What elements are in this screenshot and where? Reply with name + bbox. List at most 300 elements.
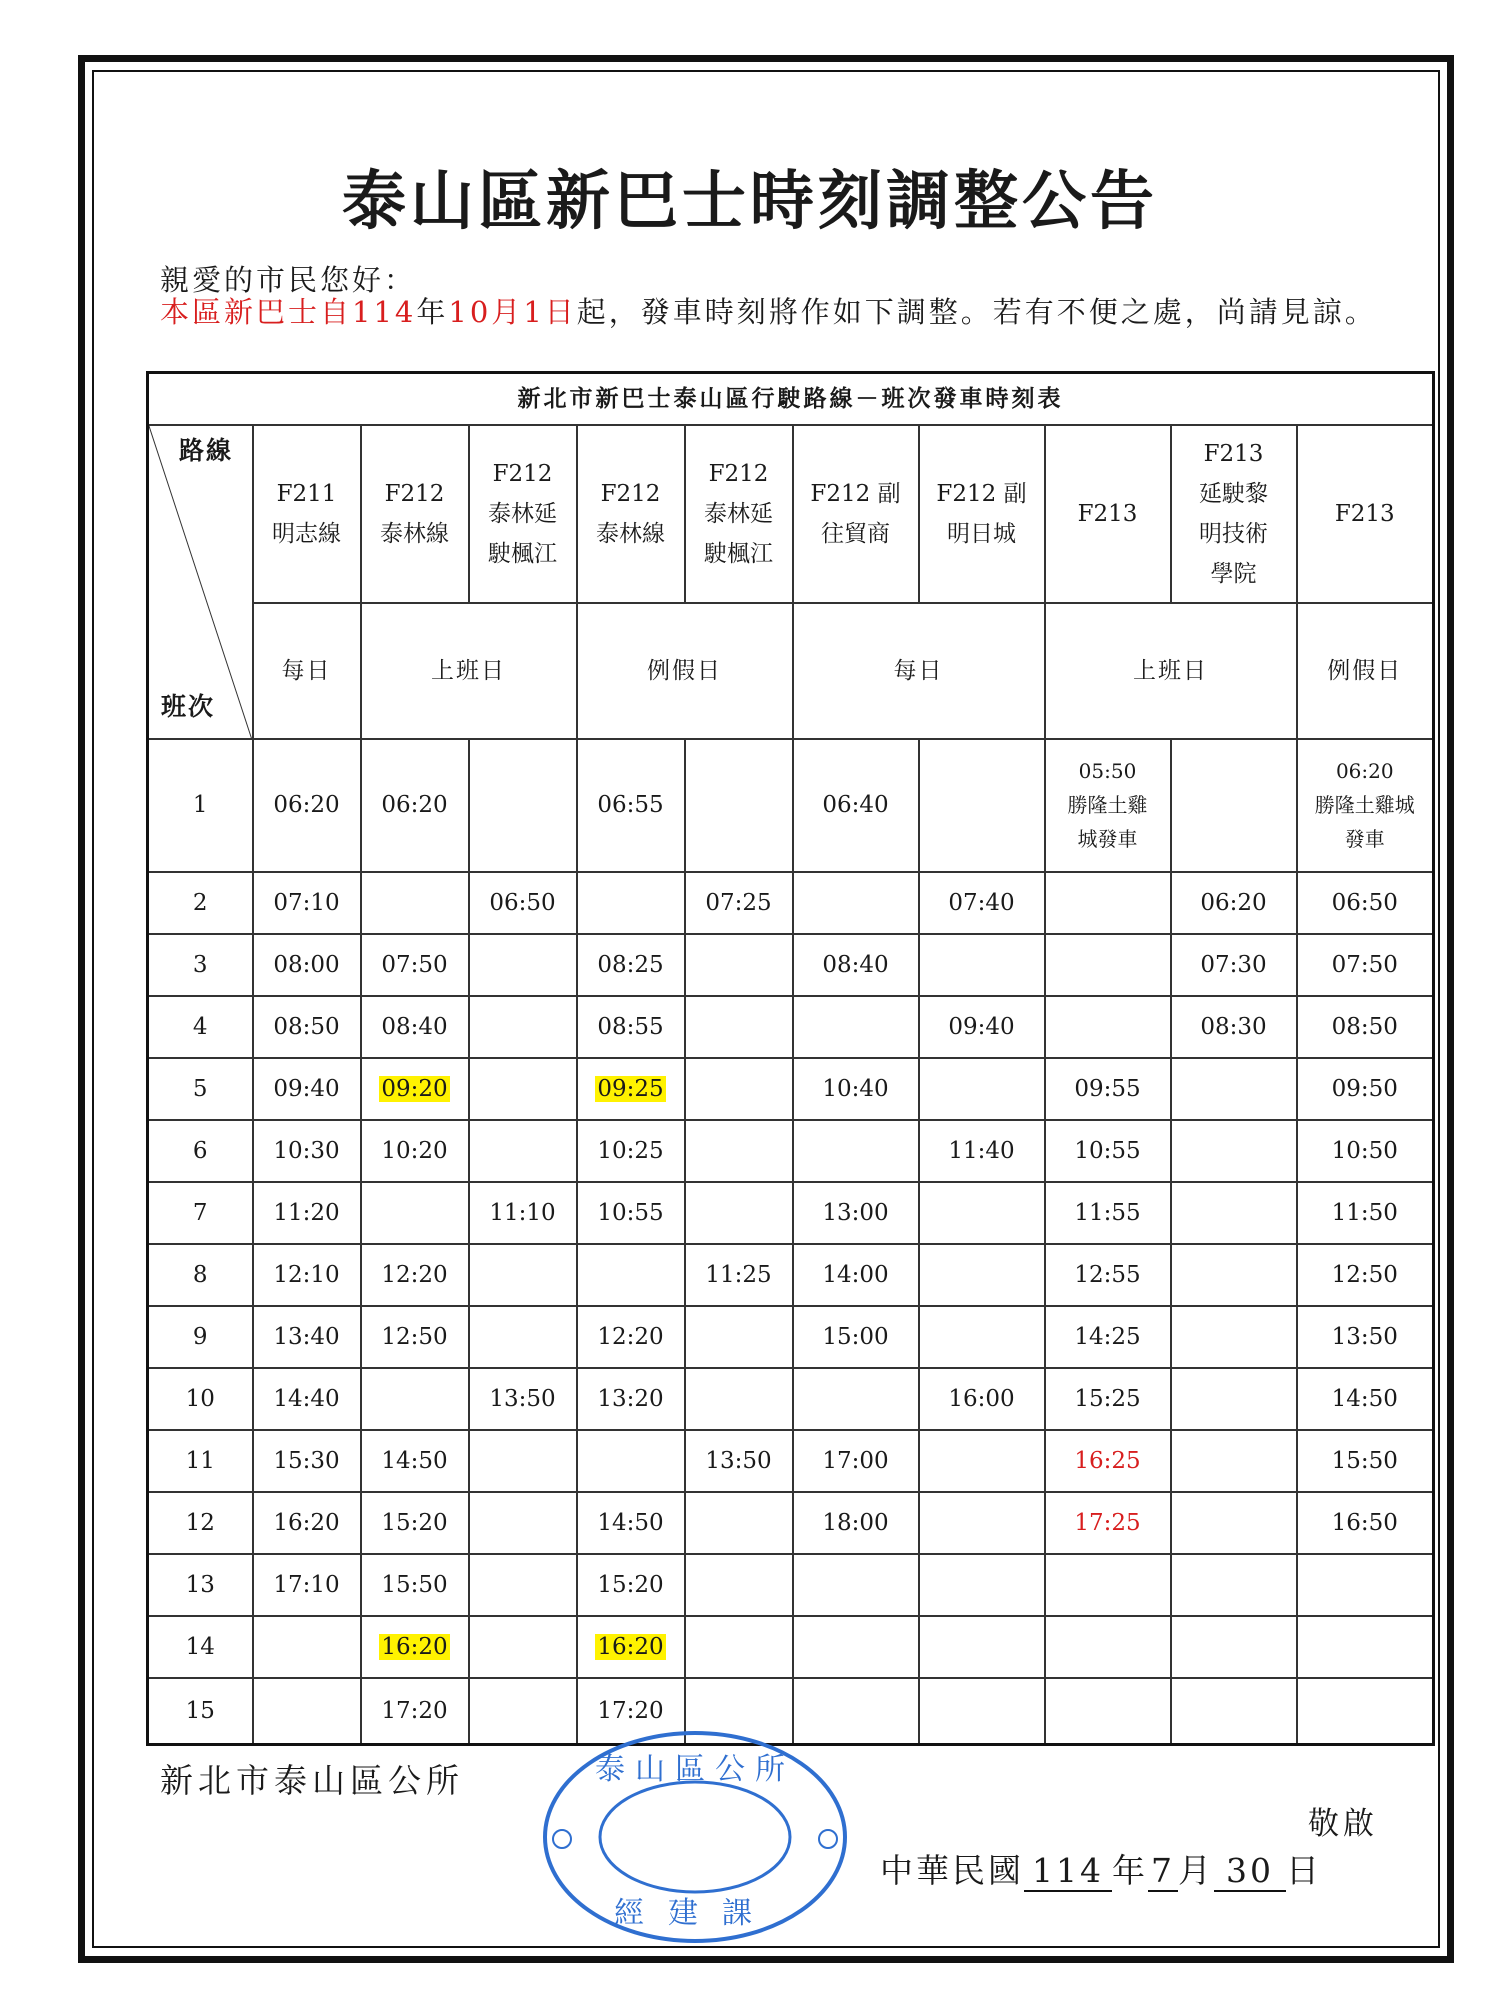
table-row [148, 1492, 1434, 1554]
departure-time-cell [793, 996, 919, 1058]
notice-part2: 起，發車時刻將作如下調整。若有不便之處，尚請見諒。 [576, 295, 1377, 329]
departure-time: 06:50 [1331, 889, 1398, 916]
route-code: F212 [708, 461, 769, 488]
departure-time-cell [1045, 739, 1171, 871]
departure-time-cell [1171, 1430, 1297, 1492]
table-row [148, 1182, 1434, 1244]
departure-time: 12:20 [381, 1261, 448, 1288]
departure-time: 16:00 [948, 1386, 1015, 1413]
departure-time: 10:55 [597, 1199, 664, 1226]
departure-time-cell [919, 1244, 1045, 1306]
departure-time: 07:50 [1331, 951, 1398, 978]
departure-time-cell [469, 739, 577, 871]
departure-time-cell [361, 1554, 469, 1616]
departure-time-cell [919, 934, 1045, 996]
route-code: F211 [276, 481, 337, 508]
departure-time-cell [577, 1306, 685, 1368]
departure-time-cell [577, 1244, 685, 1306]
departure-time: 17:20 [381, 1698, 448, 1725]
route-header-9 [1297, 425, 1434, 603]
departure-time-cell [253, 1244, 361, 1306]
departure-time-cell [685, 1368, 793, 1430]
departure-time-cell [577, 1368, 685, 1430]
table-row [148, 739, 1434, 871]
departure-time-cell [1297, 1120, 1434, 1182]
day-type-5: 例假日 [1297, 603, 1434, 739]
departure-time: 11:40 [948, 1137, 1015, 1164]
official-seal [540, 1727, 850, 1947]
departure-time: 07:30 [1200, 951, 1267, 978]
departure-time-cell [253, 1182, 361, 1244]
departure-time: 12:50 [1331, 1261, 1398, 1288]
issuing-office: 新北市泰山區公所 [160, 1761, 464, 1800]
day-type-3: 每日 [793, 603, 1045, 739]
seal-top-text: 泰山區公所 [595, 1752, 795, 1787]
departure-time-cell [793, 934, 919, 996]
notice-year-unit: 年 [416, 295, 449, 329]
departure-time: 08:50 [273, 1013, 340, 1040]
departure-time: 05:50 勝隆土雞 城發車 [1067, 759, 1148, 852]
seal-bottom-text: 經建課 [614, 1896, 776, 1931]
departure-time: 16:20 [381, 1634, 448, 1661]
schedule-table [146, 371, 1435, 1746]
trip-number: 8 [148, 1244, 253, 1306]
departure-time-cell [469, 1554, 577, 1616]
departure-time-cell [253, 1554, 361, 1616]
issue-date [880, 1845, 1322, 1892]
departure-time-cell [1045, 1554, 1171, 1616]
departure-time-cell [793, 739, 919, 871]
departure-time-cell [1045, 1058, 1171, 1120]
table-row [148, 996, 1434, 1058]
departure-time: 14:40 [273, 1386, 340, 1413]
departure-time: 17:25 [1074, 1510, 1141, 1537]
departure-time: 09:40 [948, 1013, 1015, 1040]
day-type-2: 例假日 [577, 603, 793, 739]
departure-time: 14:00 [822, 1261, 889, 1288]
departure-time: 06:20 [273, 792, 340, 819]
departure-time-cell [1045, 1120, 1171, 1182]
departure-time-cell [361, 1058, 469, 1120]
date-month: 7 [1148, 1851, 1178, 1892]
route-header-2 [469, 425, 577, 603]
departure-time: 08:40 [381, 1013, 448, 1040]
departure-time: 07:50 [381, 951, 448, 978]
departure-time: 07:10 [273, 889, 340, 916]
departure-time-cell [577, 1430, 685, 1492]
table-row [148, 872, 1434, 934]
departure-time-cell [577, 1554, 685, 1616]
departure-time-cell [793, 1306, 919, 1368]
departure-time-cell [1171, 1306, 1297, 1368]
departure-time-cell [793, 1120, 919, 1182]
departure-time-cell [685, 1182, 793, 1244]
departure-time-cell [919, 1182, 1045, 1244]
trip-number: 1 [148, 739, 253, 871]
greeting: 親愛的市民您好： [160, 263, 417, 297]
departure-time-cell [685, 934, 793, 996]
route-code: F213 [1077, 501, 1138, 528]
departure-time-cell [253, 1616, 361, 1678]
departure-time: 15:30 [273, 1448, 340, 1475]
departure-time: 11:20 [273, 1199, 340, 1226]
route-header-3 [577, 425, 685, 603]
departure-time: 10:20 [381, 1137, 448, 1164]
departure-time-cell [469, 934, 577, 996]
departure-time-cell [361, 1120, 469, 1182]
departure-time-cell [469, 1058, 577, 1120]
departure-time-cell [1045, 934, 1171, 996]
trip-number: 6 [148, 1120, 253, 1182]
departure-time: 13:50 [489, 1386, 556, 1413]
departure-time: 17:20 [597, 1698, 664, 1725]
departure-time: 10:25 [597, 1137, 664, 1164]
departure-time: 06:20 勝隆土雞城 發車 [1314, 759, 1415, 852]
departure-time: 13:50 [1331, 1323, 1398, 1350]
departure-time: 12:10 [273, 1261, 340, 1288]
day-type-1: 上班日 [361, 603, 577, 739]
departure-time-cell [685, 739, 793, 871]
departure-time-cell [1297, 1678, 1434, 1744]
table-row [148, 1306, 1434, 1368]
notice-day-unit: 日 [544, 295, 577, 329]
departure-time-cell [1171, 1058, 1297, 1120]
departure-time-cell [793, 1368, 919, 1430]
departure-time-cell [469, 1616, 577, 1678]
departure-time: 10:50 [1331, 1137, 1398, 1164]
departure-time: 06:55 [597, 792, 664, 819]
departure-time-cell [469, 872, 577, 934]
departure-time: 15:50 [1331, 1448, 1398, 1475]
departure-time-cell [1297, 1616, 1434, 1678]
departure-time-cell [1171, 1616, 1297, 1678]
departure-time-cell [1045, 1244, 1171, 1306]
departure-time: 06:20 [1200, 889, 1267, 916]
trip-number: 9 [148, 1306, 253, 1368]
departure-time-cell [919, 1554, 1045, 1616]
departure-time-cell [1171, 1678, 1297, 1744]
departure-time-cell [919, 1368, 1045, 1430]
departure-time-cell [361, 1430, 469, 1492]
route-header-7 [1045, 425, 1171, 603]
trip-number: 14 [148, 1616, 253, 1678]
departure-time-cell [685, 1306, 793, 1368]
departure-time-cell [1297, 1244, 1434, 1306]
departure-time-cell [577, 996, 685, 1058]
departure-time-cell [1171, 934, 1297, 996]
route-code: F213 [1203, 441, 1264, 468]
route-name: 泰林線 [596, 521, 665, 548]
corner-label-route: 路線 [179, 436, 234, 466]
departure-time: 09:50 [1331, 1075, 1398, 1102]
departure-time-cell [361, 996, 469, 1058]
departure-time: 09:40 [273, 1075, 340, 1102]
route-header-4 [685, 425, 793, 603]
route-code: F212 副 [936, 481, 1027, 508]
departure-time: 07:25 [705, 889, 772, 916]
departure-time-cell [469, 1492, 577, 1554]
departure-time-cell [1045, 1492, 1171, 1554]
departure-time: 11:25 [705, 1261, 772, 1288]
departure-time-cell [469, 1368, 577, 1430]
departure-time: 16:25 [1074, 1448, 1141, 1475]
departure-time-cell [1297, 1058, 1434, 1120]
departure-time: 15:50 [381, 1572, 448, 1599]
corner-label-trip: 班次 [161, 692, 216, 722]
closing-text: 敬啟 [1308, 1806, 1378, 1842]
departure-time: 16:20 [273, 1510, 340, 1537]
corner-cell [148, 425, 253, 739]
departure-time-cell [1297, 1430, 1434, 1492]
departure-time-cell [919, 996, 1045, 1058]
date-year: 114 [1024, 1851, 1112, 1892]
departure-time: 14:25 [1074, 1323, 1141, 1350]
notice-part1: 本區新巴士自 [160, 295, 353, 329]
table-row [148, 1120, 1434, 1182]
departure-time-cell [469, 1244, 577, 1306]
departure-time: 08:40 [822, 951, 889, 978]
departure-time: 08:25 [597, 951, 664, 978]
route-name: 明日城 [947, 521, 1016, 548]
departure-time-cell [919, 1058, 1045, 1120]
route-code: F212 [492, 461, 553, 488]
departure-time-cell [919, 1306, 1045, 1368]
departure-time: 08:30 [1200, 1013, 1267, 1040]
departure-time-cell [685, 996, 793, 1058]
departure-time: 12:55 [1074, 1261, 1141, 1288]
departure-time-cell [1297, 934, 1434, 996]
departure-time-cell [793, 1616, 919, 1678]
departure-time: 11:50 [1331, 1199, 1398, 1226]
departure-time-cell [793, 872, 919, 934]
departure-time-cell [1045, 996, 1171, 1058]
departure-time-cell [793, 1554, 919, 1616]
departure-time-cell [253, 1678, 361, 1744]
trip-number: 13 [148, 1554, 253, 1616]
departure-time-cell [685, 1430, 793, 1492]
departure-time-cell [1171, 1244, 1297, 1306]
departure-time: 15:20 [381, 1510, 448, 1537]
departure-time: 06:20 [381, 792, 448, 819]
departure-time-cell [793, 1182, 919, 1244]
trip-number: 7 [148, 1182, 253, 1244]
departure-time-cell [253, 872, 361, 934]
departure-time-cell [1297, 1306, 1434, 1368]
departure-time-cell [1045, 1616, 1171, 1678]
departure-time: 10:55 [1074, 1137, 1141, 1164]
departure-time-cell [361, 872, 469, 934]
notice-day: 1 [523, 295, 545, 329]
departure-time-cell [361, 739, 469, 871]
route-header-5 [793, 425, 919, 603]
departure-time-cell [253, 1492, 361, 1554]
route-header-6 [919, 425, 1045, 603]
departure-time-cell [1297, 1554, 1434, 1616]
departure-time-cell [685, 1554, 793, 1616]
page-title: 泰山區新巴士時刻調整公告 [342, 165, 1158, 239]
departure-time: 08:00 [273, 951, 340, 978]
table-row [148, 1244, 1434, 1306]
departure-time-cell [253, 1306, 361, 1368]
departure-time-cell [253, 1120, 361, 1182]
table-row [148, 934, 1434, 996]
departure-time: 15:00 [822, 1323, 889, 1350]
departure-time: 08:50 [1331, 1013, 1398, 1040]
departure-time-cell [1045, 1678, 1171, 1744]
table-row [148, 1058, 1434, 1120]
departure-time-cell [1297, 996, 1434, 1058]
departure-time-cell [577, 934, 685, 996]
departure-time-cell [577, 1058, 685, 1120]
departure-time-cell [1171, 1120, 1297, 1182]
departure-time-cell [919, 1430, 1045, 1492]
departure-time: 18:00 [822, 1510, 889, 1537]
departure-time: 09:55 [1074, 1075, 1141, 1102]
notice-month: 10 [448, 295, 492, 329]
departure-time: 13:20 [597, 1386, 664, 1413]
trip-number: 10 [148, 1368, 253, 1430]
departure-time-cell [919, 872, 1045, 934]
departure-time-cell [469, 1430, 577, 1492]
table-row [148, 1554, 1434, 1616]
departure-time-cell [1171, 996, 1297, 1058]
trip-number: 3 [148, 934, 253, 996]
departure-time-cell [1171, 872, 1297, 934]
departure-time: 13:50 [705, 1448, 772, 1475]
departure-time-cell [919, 1492, 1045, 1554]
notice-text [160, 293, 1390, 331]
departure-time-cell [919, 1616, 1045, 1678]
route-code: F212 [600, 481, 661, 508]
notice-month-unit: 月 [491, 295, 524, 329]
route-name: 泰林延 駛楓江 [704, 501, 773, 568]
departure-time-cell [361, 1306, 469, 1368]
departure-time: 16:50 [1331, 1510, 1398, 1537]
departure-time-cell [1045, 1368, 1171, 1430]
departure-time-cell [793, 1430, 919, 1492]
departure-time-cell [1297, 1368, 1434, 1430]
table-caption: 新北市新巴士泰山區行駛路線－班次發車時刻表 [148, 373, 1434, 426]
departure-time: 06:40 [822, 792, 889, 819]
departure-time: 15:25 [1074, 1386, 1141, 1413]
departure-time-cell [1045, 1306, 1171, 1368]
table-row [148, 1616, 1434, 1678]
trip-number: 5 [148, 1058, 253, 1120]
departure-time-cell [361, 1368, 469, 1430]
departure-time-cell [1045, 872, 1171, 934]
route-name: 明志線 [272, 521, 341, 548]
departure-time-cell [919, 739, 1045, 871]
table-row [148, 1368, 1434, 1430]
departure-time: 08:55 [597, 1013, 664, 1040]
route-name: 泰林線 [380, 521, 449, 548]
departure-time-cell [253, 1430, 361, 1492]
departure-time: 13:00 [822, 1199, 889, 1226]
departure-time: 14:50 [381, 1448, 448, 1475]
departure-time-cell [253, 1368, 361, 1430]
departure-time-cell [253, 739, 361, 871]
departure-time-cell [793, 1244, 919, 1306]
departure-time-cell [361, 1244, 469, 1306]
departure-time-cell [469, 1182, 577, 1244]
departure-time: 14:50 [597, 1510, 664, 1537]
departure-time: 09:20 [381, 1075, 448, 1102]
departure-time-cell [361, 1616, 469, 1678]
departure-time: 06:50 [489, 889, 556, 916]
departure-time: 12:50 [381, 1323, 448, 1350]
date-month-unit: 月 [1178, 1851, 1214, 1890]
notice-year: 114 [352, 295, 417, 329]
departure-time: 16:20 [597, 1634, 664, 1661]
departure-time-cell [793, 1058, 919, 1120]
route-header-1 [361, 425, 469, 603]
departure-time-cell [1045, 1182, 1171, 1244]
table-row [148, 1430, 1434, 1492]
departure-time: 14:50 [1331, 1386, 1398, 1413]
route-code: F212 副 [810, 481, 901, 508]
trip-number: 4 [148, 996, 253, 1058]
route-code: F212 [384, 481, 445, 508]
route-code: F213 [1334, 501, 1395, 528]
route-name: 泰林延 駛楓江 [488, 501, 557, 568]
departure-time-cell [1297, 872, 1434, 934]
day-type-0: 每日 [253, 603, 361, 739]
trip-number: 15 [148, 1678, 253, 1744]
departure-time-cell [1171, 739, 1297, 871]
departure-time-cell [1171, 1368, 1297, 1430]
departure-time: 09:25 [597, 1075, 664, 1102]
departure-time-cell [685, 1244, 793, 1306]
departure-time-cell [469, 996, 577, 1058]
departure-time-cell [253, 934, 361, 996]
departure-time-cell [577, 1616, 685, 1678]
route-header-0 [253, 425, 361, 603]
departure-time-cell [577, 1120, 685, 1182]
departure-time: 13:40 [273, 1323, 340, 1350]
departure-time-cell [1297, 1492, 1434, 1554]
departure-time-cell [919, 1678, 1045, 1744]
departure-time: 11:10 [489, 1199, 556, 1226]
departure-time-cell [1297, 1182, 1434, 1244]
departure-time: 17:10 [273, 1572, 340, 1599]
trip-number: 11 [148, 1430, 253, 1492]
route-name: 延駛黎 明技術 學院 [1199, 481, 1268, 588]
departure-time: 15:20 [597, 1572, 664, 1599]
departure-time-cell [577, 1182, 685, 1244]
departure-time-cell [361, 1182, 469, 1244]
departure-time-cell [685, 1058, 793, 1120]
departure-time-cell [469, 1120, 577, 1182]
departure-time: 17:00 [822, 1448, 889, 1475]
date-day: 30 [1214, 1851, 1286, 1892]
departure-time: 12:20 [597, 1323, 664, 1350]
route-name: 往貿商 [821, 521, 890, 548]
departure-time-cell [577, 872, 685, 934]
departure-time: 07:40 [948, 889, 1015, 916]
route-header-8 [1171, 425, 1297, 603]
departure-time-cell [577, 1492, 685, 1554]
departure-time-cell [685, 1120, 793, 1182]
day-type-4: 上班日 [1045, 603, 1297, 739]
departure-time-cell [577, 739, 685, 871]
departure-time-cell [1171, 1182, 1297, 1244]
trip-number: 12 [148, 1492, 253, 1554]
departure-time: 10:30 [273, 1137, 340, 1164]
trip-number: 2 [148, 872, 253, 934]
departure-time: 11:55 [1074, 1199, 1141, 1226]
departure-time-cell [1297, 739, 1434, 871]
departure-time-cell [1171, 1554, 1297, 1616]
